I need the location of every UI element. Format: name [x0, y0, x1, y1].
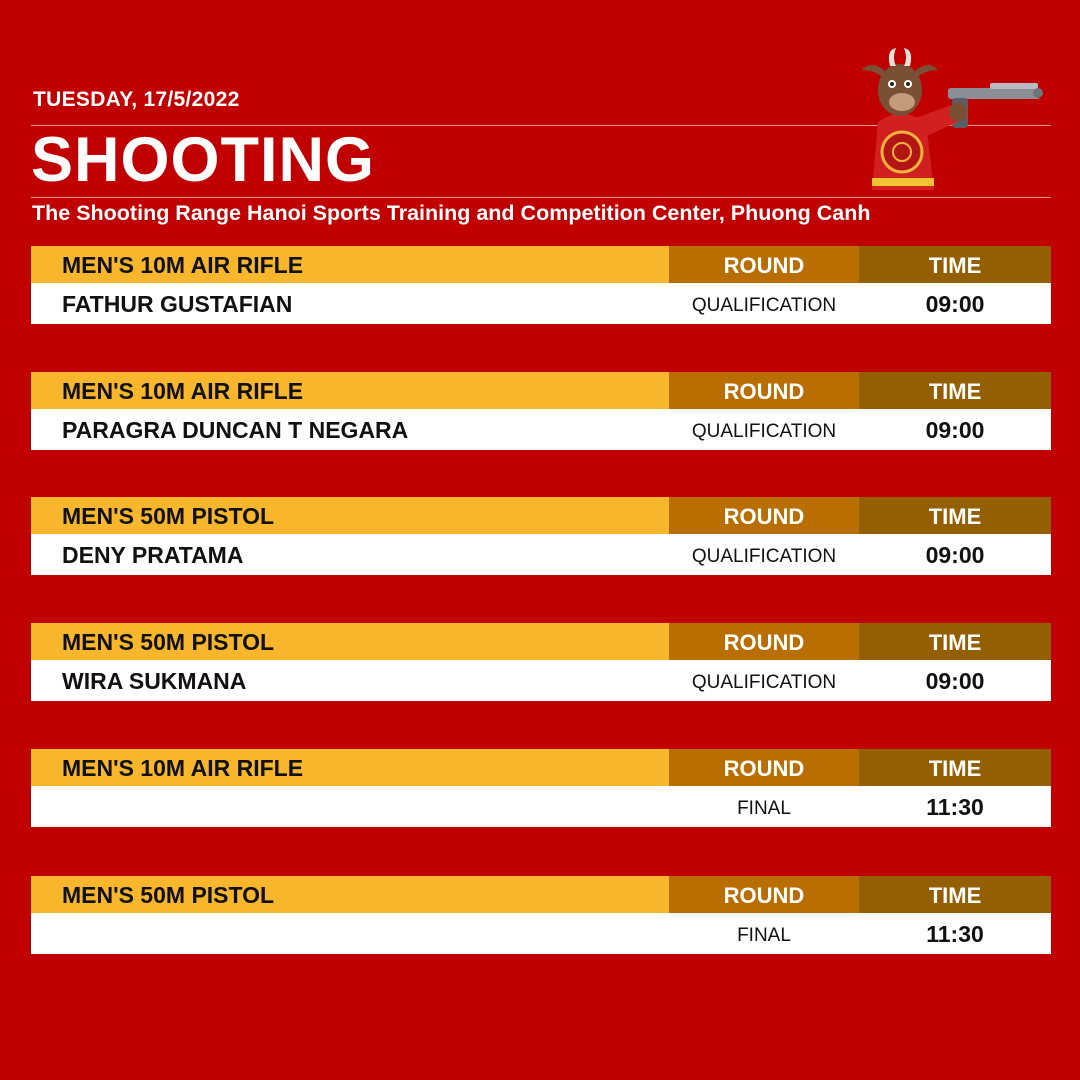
- event-block: [31, 876, 1051, 954]
- table-row: [31, 660, 1051, 701]
- event-name: MEN'S 10M AIR RIFLE: [31, 372, 669, 409]
- mascot-shooter-illustration: [840, 40, 1050, 198]
- time-value: 11:30: [926, 921, 984, 947]
- event-name: MEN'S 10M AIR RIFLE: [31, 749, 669, 786]
- page-title: SHOOTING: [31, 125, 376, 195]
- round-value: QUALIFICATION: [691, 421, 837, 442]
- time-column-header: TIME: [859, 749, 1051, 786]
- event-block: [31, 623, 1051, 701]
- table-row: [31, 283, 1051, 324]
- athlete-name: [31, 786, 669, 827]
- athlete-name: [31, 913, 669, 954]
- time-value: 09:00: [925, 668, 985, 694]
- event-block: [31, 246, 1051, 324]
- round-value: FINAL: [737, 925, 791, 946]
- round-value: QUALIFICATION: [691, 672, 837, 693]
- event-date: TUESDAY, 17/5/2022: [33, 88, 240, 111]
- event-name: MEN'S 50M PISTOL: [31, 497, 669, 534]
- round-value: QUALIFICATION: [691, 295, 837, 316]
- round-value: FINAL: [737, 798, 791, 819]
- time-value: 09:00: [925, 417, 985, 443]
- athlete-name: PARAGRA DUNCAN T NEGARA: [62, 417, 409, 443]
- table-row: [31, 786, 1051, 827]
- round-value: QUALIFICATION: [691, 546, 837, 567]
- event-name: MEN'S 10M AIR RIFLE: [31, 246, 669, 283]
- time-value: 09:00: [925, 291, 985, 317]
- event-block: [31, 372, 1051, 450]
- athlete-name: DENY PRATAMA: [62, 542, 244, 568]
- event-name: MEN'S 50M PISTOL: [31, 623, 669, 660]
- table-row: [31, 409, 1051, 450]
- athlete-name: FATHUR GUSTAFIAN: [62, 291, 293, 317]
- time-value: 11:30: [926, 794, 984, 820]
- event-block: [31, 749, 1051, 827]
- round-column-header: ROUND: [669, 246, 859, 283]
- table-row: [31, 913, 1051, 954]
- round-column-header: ROUND: [669, 372, 859, 409]
- table-row: [31, 534, 1051, 575]
- round-column-header: ROUND: [669, 497, 859, 534]
- time-column-header: TIME: [859, 876, 1051, 913]
- venue-subtitle: The Shooting Range Hanoi Sports Training and Competition Center, Phuong Canh: [32, 201, 871, 225]
- time-column-header: TIME: [859, 623, 1051, 660]
- round-column-header: ROUND: [669, 876, 859, 913]
- time-column-header: TIME: [859, 246, 1051, 283]
- time-value: 09:00: [925, 542, 985, 568]
- event-block: [31, 497, 1051, 575]
- athlete-name: WIRA SUKMANA: [62, 668, 247, 694]
- event-name: MEN'S 50M PISTOL: [31, 876, 669, 913]
- round-column-header: ROUND: [669, 749, 859, 786]
- time-column-header: TIME: [859, 372, 1051, 409]
- time-column-header: TIME: [859, 497, 1051, 534]
- round-column-header: ROUND: [669, 623, 859, 660]
